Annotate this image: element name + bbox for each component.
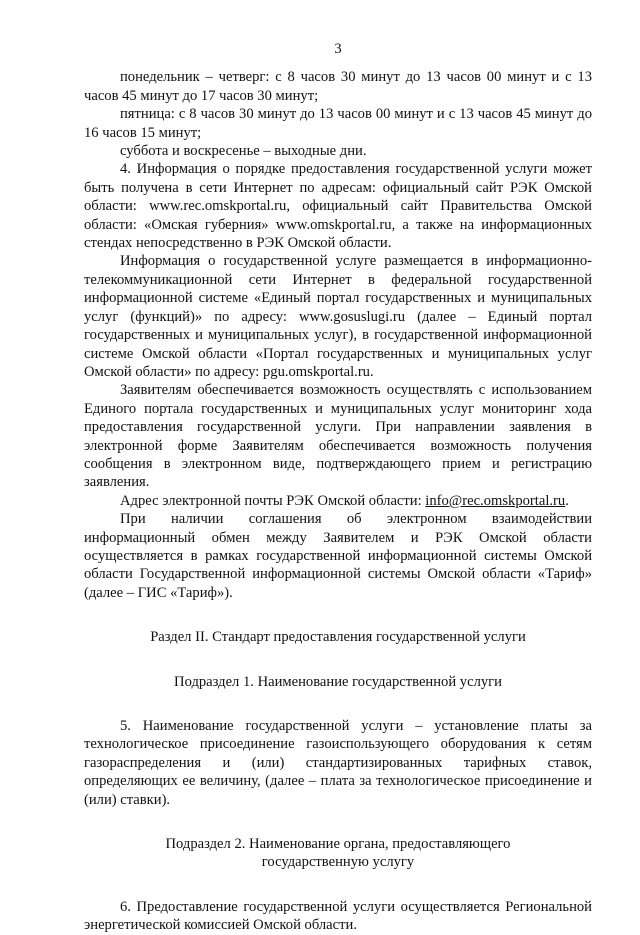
schedule-weekend: суббота и воскресенье – выходные дни.: [120, 143, 367, 160]
email-paragraph: [84, 492, 592, 510]
item-6-paragraph: 6. Предоставление государственной услуги осуществляется Региональной энергетической комиссией Омской области.: [84, 898, 592, 934]
agreement-paragraph: При наличии соглашения об электронном взаимодействии информационный обмен между Заявителем и РЭК Омской области осуществляется в рамках государственной информационной системы Омской области Государственной информационной системы Омской области «Тариф» (далее – ГИС «Тариф»).: [84, 511, 592, 601]
monitoring-paragraph: Заявителям обеспечивается возможность осуществлять с использованием Единого портала государственных и муниципальных услуг мониторинг хода предоставления государственной услуги. При направлении заявления в электронной форме Заявителям обеспечивается возможность получения сообщения в электронном виде, подтверждающего прием и регистрацию заявления.: [84, 382, 592, 491]
schedule-friday: пятница: с 8 часов 30 минут до 13 часов 00 минут и с 13 часов 45 минут до 16 часов 15 минут;: [84, 106, 592, 141]
subsection-2-title-line-1: Подраздел 2. Наименование органа, предоставляющего: [165, 836, 511, 853]
email-end: .: [565, 492, 569, 509]
subsection-2-title-line-2: государственную услугу: [261, 854, 415, 871]
gosuslugi-paragraph: Информация о государственной услуге размещается в информационно-телекоммуникационной сети Интернет в федеральной государственной информационной системе «Единый портал государственных и муниципальных услуг (функций)» по адресу: www.gosuslugi.ru (далее – Единый портал государственных и муниципальных услуг), в государственной информационной системе Омской области «Портал государственных и муниципальных услуг Омской области» по адресу: pgu.omskportal.ru.: [84, 253, 592, 380]
item-4-paragraph: 4. Информация о порядке предоставления государственной услуги может быть получена в сети Интернет по адресам: официальный сайт РЭК Омской области: www.rec.omskportal.ru, официальный сайт Правительства Омской области: «Омская губерния» www.omskportal.ru, а также на информационных стендах непосредственно в РЭК Омской области.: [84, 161, 592, 252]
subsection-1-title: Подраздел 1. Наименование государственной услуги: [174, 673, 502, 690]
section-2-title: Раздел II. Стандарт предоставления государственной услуги: [150, 629, 526, 646]
schedule-mon-thu: понедельник – четверг: с 8 часов 30 минут до 13 часов 00 минут и с 13 часов 45 минут до 17 часов 30 минут;: [84, 69, 592, 104]
email-label: Адрес электронной почты РЭК Омской области:: [120, 492, 426, 509]
page-number: 3: [334, 41, 342, 57]
email-link[interactable]: info@rec.omskportal.ru: [425, 492, 566, 509]
item-5-paragraph: 5. Наименование государственной услуги – установление платы за технологическое присоединение газоиспользующего оборудования к сетям газораспределения и (или) стандартизированных тарифных ставок, определяющих ее величину, (далее – плата за технологическое присоединение и (или) ставки).: [84, 718, 592, 808]
